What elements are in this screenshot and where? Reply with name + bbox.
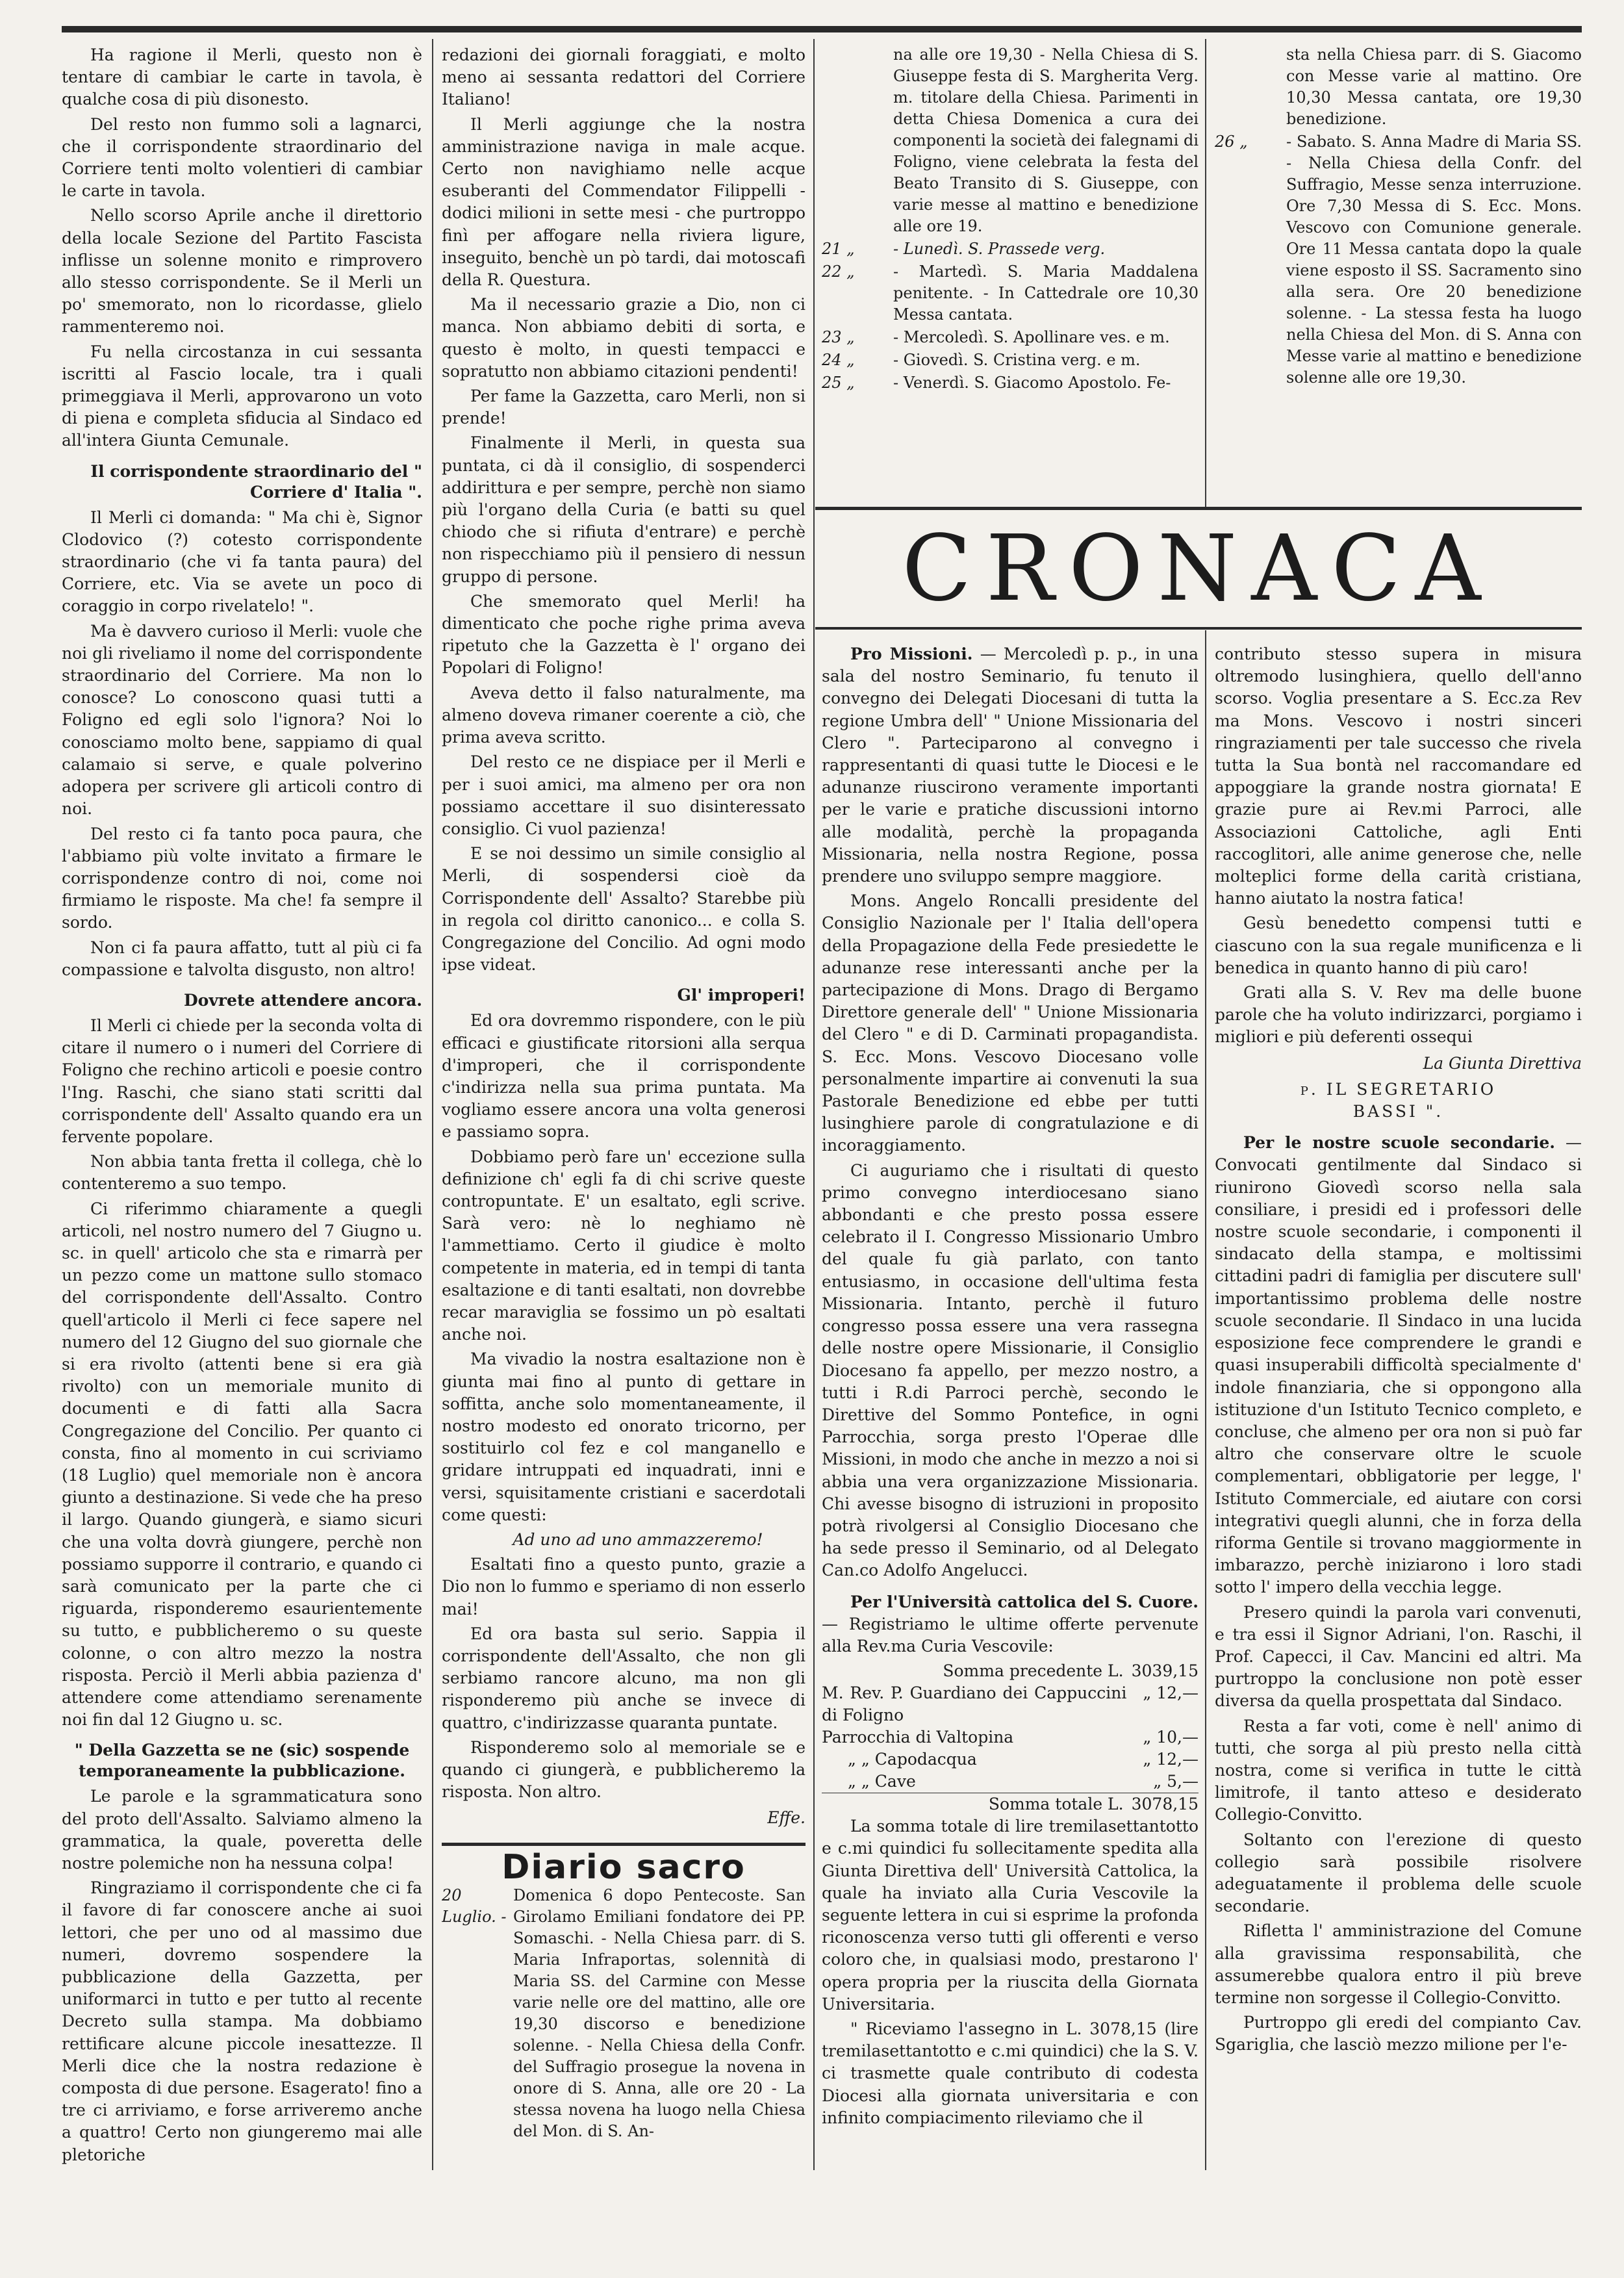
entry-text: - Venerdì. S. Giacomo Apostolo. Fe- (893, 374, 1171, 392)
paragraph: " Riceviamo l'assegno in L. 3078,15 (lire tremilasettantotto e c.mi quindici) che la S. V. ci trasmette quale contributo di codesta Diocesi alla giornata universitaria e con infinito compiacimento rileviamo che il (822, 2019, 1199, 2127)
calendar-entry (822, 261, 1199, 326)
paragraph: Finalmente il Merli, in questa sua puntata, ci dà il consiglio, di sospenderci addirittura e per sempre, perchè non siamo più l'organo della Curia (e batti su quel chiodo che si rifiuta d'entrare) e perchè non rispecchiamo più il pensiero di nessun gruppo di persone. (442, 433, 806, 586)
entry-date: 24 „ (822, 351, 855, 369)
paragraph: Ed ora basta sul serio. Sappia il corrispondente dell'Assalto, che non gli serbiamo rancore alcuno, ma non gli risponderemo più anche se invece di quattro, c'indirizzasse quaranta puntate. (442, 1624, 806, 1732)
paragraph: Ma il necessario grazie a Dio, non ci manca. Non abbiamo debiti di sorta, e questo è molto, in questi tempacci e sopratutto non abbiamo citazioni pendenti! (442, 295, 806, 381)
column-rule (1205, 630, 1206, 2170)
column-rule (1205, 39, 1206, 507)
column-3-top (822, 44, 1199, 499)
paragraph: Ma vivadio la nostra esaltazione non è giunta mai fino al punto di gettare in soffitta, anche solo momentaneamente, il nostro modesto ed onorato tricorno, per sostituirlo col fez e col manganello e gridare intruppati ed inquadrati, inni e versi, squisitamente cristiani e sacerdotali come questi: (442, 1350, 806, 1524)
calendar-entry (442, 1885, 806, 2142)
paragraph: Ringraziamo il corrispondente che ci fa il favore di far conoscere anche ai suoi lettori, che per uno od al massimo due numeri, dovremo sospendere la pubblicazione della Gazzetta, per uniformarci in tutto e per tutto al recente Decreto sulla stampa. Ma dobbiamo rettificare alcune piccole inesattezze. Il Merli dice che la nostra redazione è composta di due persone. Esagerato! fino a tre ci arriviamo, e forse arriveremo anche a quattro! Certo non giungeremo mai alle pletoriche (62, 1878, 422, 2164)
donation-row: Somma precedente L. 3039,15 (943, 1661, 1199, 1681)
paragraph: Dobbiamo però fare un' eccezione sulla definizione ch' egli fa di chi scrive queste contropuntate. E' un esaltato, egli scrive. Sarà vero: nè lo neghiamo nè l'ammettiamo. Certo il giudice è molto competente in materia, ed in tempi di tanta esaltazione e di tanti esaltati, non dovrebbe recar maraviglia se fossimo un pò esaltati anche noi. (442, 1147, 806, 1344)
paragraph: Gesù benedetto compensi tutti e ciascuno con la sua regale munificenza e li benedica in quanto hanno di più caro! (1215, 914, 1582, 977)
donation-row: „ „ Cave „ 5,— (848, 1772, 1199, 1791)
paragraph: Ci auguriamo che i risultati di questo primo convegno interdiocesano siano abbondanti e che presto possa essere celebrato il I. Congresso Missionario Umbro del quale fu già parlato, con tanto entusiasmo, in occasione dell'ultima festa Missionaria. Intanto, perchè il futuro congresso possa essere una vera rassegna delle nostre opere Missionarie, il Consiglio Diocesano fa appello, per mezzo nostro, a tutti i R.di Parroci perchè, secondo le Direttive del Sommo Pontefice, in ogni Parrocchia, sorga presto l'Operae dlle Missioni, in modo che anche in mezzo a noi si abbia una vera organizzazione Missionaria. Chi avesse bisogno di istruzioni in proposito potrà rivolgersi al Consiglio Diocesano che ha sede presso il Seminario, od al Delegato Can.co Adolfo Angelucci. (822, 1160, 1199, 1580)
paragraph: Mons. Angelo Roncalli presidente del Consiglio Nazionale per l' Italia dell'opera della Propagazione della Fede presiedette le adunanze rese interessanti anche per la partecipazione di Mons. Drago di Bergamo Direttore generale dell' " Unione Missionaria del Clero " e di D. Carminati propagandista. S. Ecc. Mons. Vescovo Diocesano volle personalmente impartire ai convenuti la sua Pastorale Benedizione ed ebbe per tutti lusinghiere parole di congratulazione e di incoraggiamento. (822, 891, 1199, 1155)
section-heading: Dovrete attendere ancora. (183, 990, 422, 1010)
paragraph: E se noi dessimo un simile consiglio al Merli, di sospendersi cioè da Corrispondente dell' Assalto? Starebbe più in regola col diritto canonico... e colla S. Congregazione del Concilio. Ad ogni modo ipse videat. (442, 844, 806, 975)
entry-date: 20 Luglio. - (442, 1886, 507, 1926)
column-rule (432, 39, 433, 2170)
entry-text: - Mercoledì. S. Apollinare ves. e m. (893, 328, 1170, 346)
paragraph: Resta a far voti, come è nell' animo di tutti, che sorga al più presto nella città nostra, come si verifica in tutte le città limitrofe, il tanto atteso e desiderato Collegio-Convitto. (1215, 1716, 1582, 1824)
paragraph: Pro Missioni. — Mercoledì p. p., in una sala del nostro Seminario, fu tenuto il convegno dei Delegati Diocesani di tutta la regione Umbra dell' " Unione Missionaria del Clero ". Parteciparono al convegno i rappresentanti di quasi tutte le Diocesi e le adunanze riuscirono veramente importanti per le varie e pratiche discussioni intorno alle modalità, perchè la propaganda Missionaria, nella nostra Regione, possa prendere uno sviluppo sempre maggiore. (822, 645, 1199, 886)
paragraph: Del resto ci fa tanto poca paura, che l'abbiamo più volte invitato a firmare le corrispondenze contro di noi, come noi firmiamo le risposte. Ma che! fa sempre il sordo. (62, 824, 422, 932)
paragraph: redazioni dei giornali foraggiati, e molto meno ai sessanta redattori del Corriere Italiano! (442, 45, 806, 109)
paragraph: Non abbia tanta fretta il collega, chè lo contenteremo a suo tempo. (62, 1152, 422, 1194)
column-rule (813, 39, 815, 2170)
top-rule (62, 26, 1582, 32)
paragraph: Del resto non fummo soli a lagnarci, che il corrispondente straordinario del Corriere tenti molto volentieri di cambiar le carte in tavola. (62, 114, 422, 201)
donation-row: M. Rev. P. Guardiano dei Cappuccini di Foligno „ 12,— (822, 1683, 1199, 1725)
paragraph: Del resto ce ne dispiace per il Merli e per i suoi amici, ma almeno per ora non possiamo accettare il suo disinteressato consiglio. Ci vuol pazienza! (442, 752, 806, 838)
section-heading: Gl' improperi! (677, 986, 806, 1005)
paragraph: Fu nella circostanza in cui sessanta iscritti al Fascio locale, tra i quali primeggiava il Merli, approvarono un voto di piena e completa sfiducia al Sindaco ed all'intera Giunta Cemunale. (62, 342, 422, 450)
calendar-entry (822, 44, 1199, 237)
paragraph: Presero quindi la parola vari convenuti, e tra essi il Signor Adriani, l'on. Raschi, il Prof. Capecci, il Cav. Mancini ed altri. Ma purtroppo la conclusione non potè esser diversa da quella prospettata dal Sindaco. (1215, 1602, 1582, 1711)
paragraph: La somma totale di lire tremilasettantotto e c.mi quindici fu sollecitamente spedita alla Giunta Direttiva dell' Università Cattolica, la quale ha inviato alla Curia Vescovile la seguente lettera in cui si esprime la profonda riconoscenza verso tutti gli offerenti e verso coloro che, in qualsiasi modo, prestarono l' opera propria per la riuscita della Giornata Universitaria. (822, 1817, 1199, 2014)
calendar-entry (822, 327, 1199, 348)
donation-row: „ „ Capodacqua „ 12,— (848, 1750, 1199, 1769)
paragraph: Ma è davvero curioso il Merli: vuole che noi gli riveliamo il nome del corrispondente straordinario del Corriere. Ma non lo conosce? Lo conoscono quasi tutti a Foligno ed egli solo l'ignora? Noi lo conosciamo molto bene, sappiamo di qual calamaio si serve, e quale polverino adopera per scrivere gli articoli contro di noi. (62, 621, 422, 819)
signature: BASSI ". (1352, 1102, 1444, 1121)
paragraph: Le parole e la sgrammaticatura sono del proto dell'Assalto. Salviamo almeno la grammatica, la quale, poveretta delle nostre polemiche non ha nessuna colpa! (62, 1787, 422, 1873)
signature: La Giunta Direttiva (1423, 1053, 1582, 1073)
column-4-bottom (1215, 643, 1582, 2171)
section-heading: Il corrispondente straordinario del " Corriere d' Italia ". (90, 461, 422, 502)
entry-text: - Lunedì. S. Prassede verg. (893, 240, 1106, 258)
quote-line: Ad uno ad uno ammazzeremo! (513, 1530, 763, 1549)
column-4-top (1215, 44, 1582, 499)
entry-date: 26 „ (1215, 133, 1248, 151)
paragraph: Ha ragione il Merli, questo non è tentare di cambiar le carte in tavola, è qualche cosa di più disonesto. (62, 45, 422, 109)
paragraph: Risponderemo solo al memoriale se e quando ci giungerà, e pubblicheremo la risposta. Non altro. (442, 1737, 806, 1802)
section-heading: Pro Missioni. (850, 645, 973, 663)
signature: Effe. (767, 1808, 806, 1828)
entry-text: - Sabato. S. Anna Madre di Maria SS. - Nella Chiesa della Confr. del Suffragio, Messe senza interruzione. Ore 7,30 Messa di S. Ecc. Mons. Vescovo con Comunione generale. Ore 11 Messa cantata dopo la quale viene esposto il SS. Sacramento sino alla sera. Ore 20 benedizione solenne. - La stessa festa ha luogo nella Chiesa del Mon. di S. Anna con Messe varie al mattino e benedizione solenne alle ore 19,30. (1286, 133, 1582, 387)
paragraph: Purtroppo gli eredi del compianto Cav. Sgariglia, che lasciò mezzo milione per l'e- (1215, 2013, 1582, 2054)
entry-text: Domenica 6 dopo Pentecoste. San Girolamo Emiliani fondatore dei PP. Somaschi. - Nella Chiesa parr. di S. Maria Infraportas, solennità di Maria SS. del Carmine con Messe varie nelle ore del mattino, alle ore 19,30 discorso e benedizione solenne. - Nella Chiesa della Confr. del Suffragio prosegue la novena in onore di S. Anna, alle ore 20 - La stessa novena ha luogo nella Chiesa del Mon. di S. An- (513, 1886, 806, 2140)
paragraph: Esaltati fino a questo punto, grazie a Dio non lo fummo e speriamo di non esserlo mai! (442, 1555, 806, 1619)
entry-text: - Martedì. S. Maria Maddalena penitente. - In Cattedrale ore 10,30 Messa cantata. (893, 262, 1199, 324)
paragraph: Per l'Università cattolica del S. Cuore. — Registriamo le ultime offerte pervenute alla Rev.ma Curia Vescovile: (822, 1592, 1199, 1656)
paragraph: Soltanto con l'erezione di questo collegio sarà possibile risolvere adeguatamente il problema delle scuole secondarie. (1215, 1830, 1582, 1916)
paragraph: Aveva detto il falso naturalmente, ma almeno doveva rimaner coerente a ciò, che prima aveva scritto. (442, 683, 806, 747)
donation-total: Somma totale L. 3078,15 (822, 1793, 1199, 1815)
entry-date: 22 „ (822, 262, 855, 281)
paragraph: Il Merli aggiunge che la nostra amministrazione naviga in male acque. Certo non navighiamo nelle acque esuberanti del Commendator Filippelli - dodici milioni in sette mesi - che purtroppo finì per affogare nella riviera ligure, inseguito, benchè un pò tardi, dai motoscafi della R. Questura. (442, 114, 806, 290)
calendar-entry (822, 372, 1199, 394)
cronaca-banner (815, 507, 1582, 630)
column-3-bottom (822, 643, 1199, 2171)
calendar-entry (822, 238, 1199, 260)
paragraph: Ci riferimmo chiaramente a quegli articoli, nel nostro numero del 7 Giugno u. sc. in quell' articolo che sta e rimarrà per un pezzo come un mattone sullo stomaco del corrispondente dell'Assalto. Contro quell'articolo il Merli ci fece sapere nel numero del 12 Giugno del suo giornale che si era rivolto (attenti bene si era già rivolto) con un memoriale munito di documenti e di fatti alla Sacra Congregazione del Concilio. Per quanto ci consta, fino al momento in cui scriviamo (18 Luglio) quel memoriale non è ancora giunto a destinazione. Si vede che ha preso il largo. Quando giungerà, e siamo sicuri che una volta dovrà giungere, perchè non possiamo supporre il contrario, e quando ci sarà comunicato per la parte che ci riguarda, risponderemo esaurientemente su tutto, e pubblicheremo o su queste colonne, o con altro mezzo la nostra risposta. Perciò il Merli abbia pazienza d' attendere come attendiamo serenamente noi fin dal 12 Giugno u. sc. (62, 1199, 422, 1730)
signature: p. IL SEGRETARIO (1300, 1079, 1497, 1099)
paragraph: Per fame la Gazzetta, caro Merli, non si prende! (442, 387, 806, 428)
paragraph: Il Merli ci domanda: " Ma chi è, Signor Clodovico (?) cotesto corrispondente straordinario (che vi fa tanta paura) del Corriere, etc. Via se avete un poco di coraggio in corpo rivelatelo! ". (62, 507, 422, 616)
paragraph: contributo stesso supera in misura oltremodo lusinghiera, quello dell'anno scorso. Voglia presentare a S. Ecc.za Rev ma Mons. Vescovo i nostri sinceri ringraziamenti per tale successo che rivela tutta la Sua bontà nel raccomandare ed appoggiare la grande nostra giornata! E grazie pure ai Rev.mi Parroci, alle Associazioni Cattoliche, agli Enti raccoglitori, alle anime generose che, nelle molteplici forme della carità cristiana, hanno aiutato la nostra fatica! (1215, 645, 1582, 908)
entry-date: 23 „ (822, 328, 855, 346)
donation-row: Parrocchia di Valtopina „ 10,— (822, 1728, 1199, 1747)
paragraph: Non ci fa paura affatto, tutt al più ci fa compassione e talvolta disgusto, non altro! (62, 938, 422, 979)
section-heading: Per le nostre scuole secondarie. (1243, 1133, 1555, 1153)
paragraph: Il Merli ci chiede per la seconda volta di citare il numero o i numeri del Corriere di Foligno che rechino articoli e poesie contro l'Ing. Raschi, che siano stati scritti dal corrispondente dell' Assalto quando era un fervente popolare. (62, 1016, 422, 1146)
diario-sacro-title: Diario sacro (442, 1843, 806, 1878)
paragraph: Rifletta l' amministrazione del Comune alla gravissima responsabilità, che assumerebbe qualora entro il più breve termine non sorgesse il Collegio-Convitto. (1215, 1921, 1582, 2007)
paragraph: Nello scorso Aprile anche il direttorio della locale Sezione del Partito Fascista inflisse un solenne monito e rimprovero allo stesso corrispondente. Se il Merli un po' smemorato, non lo ricordasse, glielo rammenteremo noi. (62, 206, 422, 337)
calendar-entry (822, 350, 1199, 371)
entry-text: - Giovedì. S. Cristina verg. e m. (893, 351, 1141, 369)
calendar-entry (1215, 131, 1582, 389)
paragraph: Per le nostre scuole secondarie. — Convocati gentilmente dal Sindaco si riunirono Giovedì scorso nella sala consiliare, i presidi ed i professori delle nostre scuole secondarie, i componenti il sindacato della stampa, e moltissimi cittadini padri di famiglia per discutere sull' importantissimo problema delle nostre scuole secondarie. Il Sindaco in una lucida esposizione fece comprendere le grandi e quasi insuperabili difficoltà specialmente d' indole finanziaria, che si oppongono alla istituzione d'un Istituto Tecnico completo, e concluse, che almeno per ora non si può far altro che conservare oltre le scuole complementari, obbligatorie per legge, l' Istituto Commerciale, ed aiutare con corsi integrativi quegli alunni, che in forza della riforma Gentile si trovano maggiormente in imbarazzo, perchè iniziarono i loro stadi sotto l' impero della vecchia legge. (1215, 1133, 1582, 1597)
cronaca-title: CRONACA (902, 515, 1495, 622)
column-2 (442, 44, 806, 2171)
entry-text: na alle ore 19,30 - Nella Chiesa di S. Giuseppe festa di S. Margherita Verg. m. titolare della Chiesa. Parimenti in detta Chiesa Domenica a cura dei componenti la società dei falegnami di Foligno, viene celebrata la festa del Beato Transito di S. Giuseppe, con varie messe al mattino e benedizione alle ore 19. (893, 45, 1199, 235)
entry-text: sta nella Chiesa parr. di S. Giacomo con Messe varie al mattino. Ore 10,30 Messa cantata, ore 19,30 benedizione. (1286, 45, 1582, 128)
paragraph: Che smemorato quel Merli! ha dimenticato che poche righe prima aveva ripetuto che la Gazzetta è l' organo dei Popolari di Foligno! (442, 591, 806, 678)
entry-date: 21 „ (822, 240, 855, 258)
section-heading: Per l'Università cattolica del S. Cuore. (850, 1592, 1199, 1611)
paragraph: Ed ora dovremmo rispondere, con le più efficaci e giustificate ritorsioni alla serqua d'improperi, che il corrispondente c'indirizza nella sua prima puntata. Ma vogliamo essere ancora una volta generosi e passiamo sopra. (442, 1011, 806, 1142)
calendar-entry (1215, 44, 1582, 130)
entry-date: 25 „ (822, 374, 855, 392)
section-heading: " Della Gazzetta se ne (sic) sospende temporaneamente la pubblicazione. (74, 1741, 410, 1781)
paragraph: Grati alla S. V. Rev ma delle buone parole che ha voluto indirizzarci, porgiamo i migliori e più deferenti ossequi (1215, 983, 1582, 1047)
column-1 (62, 44, 422, 2171)
